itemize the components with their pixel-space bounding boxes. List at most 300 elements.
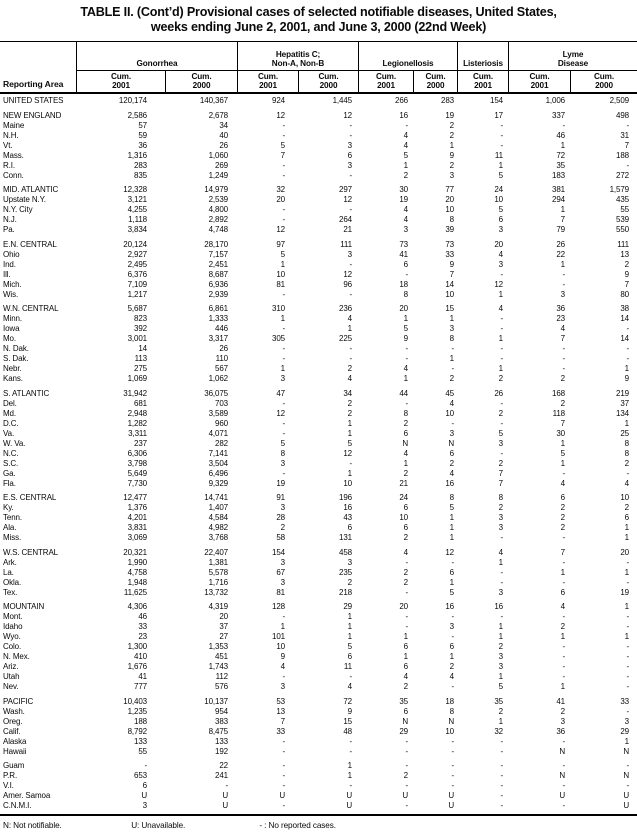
table-cell: -: [500, 746, 503, 756]
table-cell: -: [500, 533, 503, 543]
table-cell: 1: [449, 577, 454, 587]
table-cell: 120,174: [118, 96, 147, 106]
table-cell: -: [562, 801, 565, 811]
table-row: [0, 270, 637, 280]
table-row: [0, 588, 637, 598]
table-cell: 5: [498, 205, 503, 215]
table-row: [0, 205, 637, 215]
table-cell: 20: [620, 547, 629, 557]
table-cell: 5: [498, 682, 503, 692]
table-cell: 3: [624, 716, 629, 726]
table-cell: -: [500, 269, 503, 279]
row-label: N.J.: [3, 215, 17, 225]
table-cell: -: [349, 205, 352, 215]
table-cell: 6: [403, 523, 408, 533]
table-cell: -: [500, 354, 503, 364]
table-cell: 1,333: [208, 314, 228, 324]
row-label: Tenn.: [3, 513, 22, 523]
table-row: [0, 171, 637, 181]
table-cell: 34: [343, 388, 352, 398]
table-cell: 960: [215, 418, 228, 428]
table-cell: 39: [445, 225, 454, 235]
table-cell: 1: [624, 567, 629, 577]
table-cell: U: [222, 791, 228, 801]
table-cell: 4,758: [127, 567, 147, 577]
table-cell: 10: [445, 726, 454, 736]
table-cell: 5: [449, 503, 454, 513]
table-cell: -: [626, 612, 629, 622]
table-cell: 22: [219, 761, 228, 771]
table-cell: 10: [343, 478, 352, 488]
table-cell: 79: [556, 225, 565, 235]
table-cell: 6: [449, 642, 454, 652]
table-cell: 235: [339, 567, 352, 577]
table-cell: 3: [449, 170, 454, 180]
table-cell: 1: [449, 533, 454, 543]
table-cell: 1,407: [208, 503, 228, 513]
table-cell: 297: [339, 185, 352, 195]
table-cell: -: [282, 761, 285, 771]
table-cell: 1: [560, 140, 565, 150]
row-label: Colo.: [3, 642, 22, 652]
table-cell: 1: [560, 259, 565, 269]
table-cell: -: [282, 354, 285, 364]
table-cell: -: [500, 418, 503, 428]
table-cell: -: [562, 279, 565, 289]
table-cell: -: [282, 418, 285, 428]
table-cell: N: [623, 771, 629, 781]
table-cell: 20,321: [123, 547, 147, 557]
table-cell: 6: [403, 503, 408, 513]
table-cell: 681: [134, 398, 147, 408]
table-cell: 835: [134, 170, 147, 180]
table-cell: 2: [347, 408, 352, 418]
table-cell: 4: [498, 304, 503, 314]
table-row: [0, 632, 637, 642]
table-cell: 6: [624, 513, 629, 523]
table-cell: 1,060: [208, 150, 228, 160]
table-cell: 24: [399, 493, 408, 503]
row-label: S.C.: [3, 458, 19, 468]
table-cell: -: [349, 354, 352, 364]
table-row: [0, 280, 637, 290]
table-cell: -: [405, 398, 408, 408]
table-cell: 7,109: [127, 279, 147, 289]
table-row: [0, 334, 637, 344]
row-label: Md.: [3, 408, 16, 418]
table-cell: -: [349, 259, 352, 269]
table-row: [0, 131, 637, 141]
table-cell: 40: [219, 130, 228, 140]
row-label: Guam: [3, 761, 25, 771]
table-cell: 2: [449, 160, 454, 170]
table-cell: 1: [498, 557, 503, 567]
row-label: Mont.: [3, 612, 23, 622]
table-cell: 1,353: [208, 642, 228, 652]
table-cell: 3: [280, 557, 285, 567]
table-cell: 954: [215, 706, 228, 716]
table-cell: U: [623, 801, 629, 811]
table-cell: 1: [403, 632, 408, 642]
table-cell: 5,687: [127, 304, 147, 314]
table-cell: 446: [215, 324, 228, 334]
table-cell: 294: [552, 195, 565, 205]
table-cell: -: [282, 468, 285, 478]
table-cell: 1: [347, 622, 352, 632]
table-row: [0, 568, 637, 578]
table-cell: 14: [138, 344, 147, 354]
table-cell: 10: [445, 289, 454, 299]
table-cell: 3,317: [208, 334, 228, 344]
table-cell: -: [405, 781, 408, 791]
table-cell: 3,768: [208, 533, 228, 543]
table-cell: 1: [403, 314, 408, 324]
table-cell: 1: [449, 140, 454, 150]
table-cell: 2: [403, 577, 408, 587]
table-cell: 45: [445, 388, 454, 398]
table-cell: 57: [138, 120, 147, 130]
column-group-header: Hepatitis C; Non-A, Non-B: [237, 42, 358, 71]
table-cell: 36,075: [204, 388, 228, 398]
table-cell: 2: [403, 682, 408, 692]
row-label: Maine: [3, 120, 25, 130]
table-cell: 2,892: [208, 215, 228, 225]
table-cell: 451: [215, 652, 228, 662]
table-cell: -: [562, 652, 565, 662]
table-row: [0, 419, 637, 429]
table-cell: 10: [620, 493, 629, 503]
table-cell: 2,948: [127, 408, 147, 418]
table-cell: 188: [616, 150, 629, 160]
table-cell: 6: [347, 523, 352, 533]
table-cell: 38: [620, 304, 629, 314]
table-cell: -: [500, 344, 503, 354]
footnote-unavailable: U: Unavailable.: [131, 821, 186, 831]
table-cell: 30: [399, 185, 408, 195]
table-cell: 6: [142, 781, 147, 791]
row-label: Ga.: [3, 468, 16, 478]
table-cell: 22,407: [204, 547, 228, 557]
table-cell: 77: [445, 185, 454, 195]
row-label: NEW ENGLAND: [3, 110, 62, 120]
table-cell: U: [141, 791, 147, 801]
table-cell: -: [626, 761, 629, 771]
table-cell: 2: [560, 513, 565, 523]
table-cell: -: [562, 269, 565, 279]
table-cell: -: [282, 120, 285, 130]
table-cell: 15: [343, 716, 352, 726]
table-cell: 6,936: [208, 279, 228, 289]
table-cell: 31: [620, 130, 629, 140]
row-label: Vt.: [3, 140, 13, 150]
table-cell: 4: [347, 374, 352, 384]
table-cell: -: [562, 533, 565, 543]
table-cell: 36: [138, 140, 147, 150]
table-row: [0, 314, 637, 324]
table-cell: 1: [624, 632, 629, 642]
table-cell: 1,069: [127, 374, 147, 384]
table-cell: 823: [134, 314, 147, 324]
table-cell: 13: [620, 249, 629, 259]
table-cell: -: [626, 120, 629, 130]
table-cell: 1: [560, 632, 565, 642]
table-cell: 3,834: [127, 225, 147, 235]
table-cell: -: [405, 801, 408, 811]
table-cell: 12: [276, 408, 285, 418]
row-label: Calif.: [3, 726, 21, 736]
table-cell: 19: [620, 587, 629, 597]
table-cell: 1,118: [128, 215, 147, 225]
table-cell: 5: [347, 438, 352, 448]
table-cell: 20: [399, 602, 408, 612]
table-cell: 266: [395, 96, 408, 106]
table-cell: 237: [134, 438, 147, 448]
row-label: Pa.: [3, 225, 15, 235]
table-cell: 4: [449, 672, 454, 682]
row-label: Ind.: [3, 259, 16, 269]
table-cell: 1: [347, 428, 352, 438]
table-cell: 1: [624, 418, 629, 428]
table-cell: -: [282, 324, 285, 334]
table-cell: 4,319: [208, 602, 228, 612]
table-cell: 6: [347, 652, 352, 662]
table-cell: -: [349, 344, 352, 354]
table-cell: -: [626, 577, 629, 587]
table-cell: 5: [449, 587, 454, 597]
table-cell: -: [405, 344, 408, 354]
table-cell: -: [500, 736, 503, 746]
row-label: Alaska: [3, 736, 27, 746]
row-label: Hawaii: [3, 746, 27, 756]
table-cell: 3: [449, 324, 454, 334]
table-cell: 3: [347, 249, 352, 259]
column-group-header: Gonorrhea: [76, 42, 237, 71]
table-cell: 2: [347, 364, 352, 374]
table-cell: 1,376: [127, 503, 147, 513]
table-section: [0, 602, 637, 692]
table-cell: 111: [617, 239, 629, 249]
table-cell: -: [349, 736, 352, 746]
table-cell: 18: [445, 696, 454, 706]
table-cell: 8,792: [127, 726, 147, 736]
table-cell: 3,831: [127, 523, 147, 533]
table-cell: N: [448, 438, 454, 448]
table-cell: 12: [276, 110, 285, 120]
table-row: [0, 533, 637, 543]
table-row: [0, 260, 637, 270]
table-cell: 6,496: [208, 468, 228, 478]
table-row: [0, 185, 637, 195]
table-cell: 6: [403, 662, 408, 672]
table-row: [0, 215, 637, 225]
table-cell: 23: [556, 314, 565, 324]
row-label: P.R.: [3, 771, 18, 781]
table-cell: 96: [343, 279, 352, 289]
table-cell: 3: [280, 458, 285, 468]
table-cell: 6: [560, 493, 565, 503]
table-cell: 1: [449, 354, 454, 364]
table-cell: 1: [449, 652, 454, 662]
table-cell: -: [349, 120, 352, 130]
table-cell: 12: [276, 225, 285, 235]
table-row: [0, 801, 637, 811]
row-label: Mo.: [3, 334, 16, 344]
table-cell: -: [626, 344, 629, 354]
table-cell: 43: [343, 513, 352, 523]
row-label: R.I.: [3, 160, 15, 170]
column-subheader: Cum. 2001: [508, 71, 570, 92]
table-cell: 1,445: [332, 96, 352, 106]
table-cell: -: [562, 354, 565, 364]
table-cell: -: [405, 622, 408, 632]
table-cell: 1: [347, 761, 352, 771]
table-cell: 12: [343, 448, 352, 458]
table-row: [0, 439, 637, 449]
table-row: [0, 707, 637, 717]
table-row: [0, 96, 637, 106]
table-cell: -: [349, 781, 352, 791]
table-cell: 458: [339, 547, 352, 557]
row-label: V.I.: [3, 781, 14, 791]
table-cell: -: [282, 428, 285, 438]
table-cell: -: [144, 761, 147, 771]
table-cell: -: [500, 140, 503, 150]
table-cell: 20: [445, 195, 454, 205]
table-cell: 46: [556, 130, 565, 140]
table-cell: 8: [624, 438, 629, 448]
table-cell: 1,743: [208, 662, 228, 672]
row-label: S. Dak.: [3, 354, 29, 364]
table-cell: -: [500, 448, 503, 458]
table-cell: 32: [494, 726, 503, 736]
table-cell: 3: [560, 289, 565, 299]
table-row: [0, 523, 637, 533]
table-section: [0, 304, 637, 384]
table-cell: 567: [215, 364, 228, 374]
table-cell: -: [626, 468, 629, 478]
table-cell: 1: [403, 160, 408, 170]
table-cell: -: [500, 120, 503, 130]
table-cell: 12: [343, 195, 352, 205]
table-cell: 12,477: [123, 493, 147, 503]
table-cell: 4: [403, 205, 408, 215]
table-cell: -: [282, 160, 285, 170]
table-cell: 410: [134, 652, 147, 662]
table-cell: 225: [339, 334, 352, 344]
table-cell: -: [282, 398, 285, 408]
table-cell: 1,676: [127, 662, 147, 672]
table-cell: 4: [403, 547, 408, 557]
table-cell: 133: [134, 736, 147, 746]
table-cell: -: [282, 205, 285, 215]
table-cell: 16: [445, 478, 454, 488]
table-cell: 4: [347, 314, 352, 324]
table-cell: 10: [399, 513, 408, 523]
row-label: Wis.: [3, 289, 19, 299]
table-cell: -: [282, 289, 285, 299]
table-cell: 154: [272, 547, 285, 557]
table-cell: N: [623, 746, 629, 756]
table-cell: -: [562, 761, 565, 771]
table-cell: 113: [134, 354, 147, 364]
table-cell: 7: [498, 478, 503, 488]
table-cell: 110: [215, 354, 228, 364]
table-cell: -: [500, 567, 503, 577]
table-cell: 576: [215, 682, 228, 692]
table-title-line1: TABLE II. (Cont’d) Provisional cases of selected notifiable diseases, United States,: [80, 5, 557, 19]
table-row: [0, 791, 637, 801]
table-cell: -: [500, 324, 503, 334]
table-cell: U: [279, 791, 285, 801]
table-cell: 14: [620, 334, 629, 344]
row-label: E.S. CENTRAL: [3, 493, 57, 503]
table-cell: 1: [280, 314, 285, 324]
table-cell: 3,504: [208, 458, 228, 468]
table-cell: 31,942: [123, 388, 147, 398]
table-row: [0, 364, 637, 374]
footnote-no-reported-cases: - : No reported cases.: [259, 821, 336, 831]
row-label: Iowa: [3, 324, 20, 334]
table-cell: 8: [498, 493, 503, 503]
table-cell: 1,235: [127, 706, 147, 716]
table-cell: 1,381: [208, 557, 228, 567]
table-cell: 13: [276, 706, 285, 716]
table-cell: 6: [449, 448, 454, 458]
table-row: [0, 449, 637, 459]
row-label: Del.: [3, 398, 17, 408]
table-cell: 16: [399, 110, 408, 120]
table-cell: -: [451, 736, 454, 746]
row-label: Wash.: [3, 706, 25, 716]
table-cell: 4: [403, 448, 408, 458]
table-cell: 192: [215, 746, 228, 756]
table-cell: 22: [556, 249, 565, 259]
table-cell: -: [405, 269, 408, 279]
table-cell: 140,367: [199, 96, 228, 106]
table-cell: 8,687: [208, 269, 228, 279]
table-cell: 21: [399, 478, 408, 488]
table-cell: 1: [449, 513, 454, 523]
table-cell: 1: [560, 458, 565, 468]
table-cell: 1: [403, 374, 408, 384]
table-cell: 1: [280, 259, 285, 269]
table-cell: 14: [445, 279, 454, 289]
table-cell: 1: [624, 364, 629, 374]
table-cell: 2: [449, 374, 454, 384]
table-cell: -: [282, 672, 285, 682]
table-cell: 1,579: [609, 185, 629, 195]
table-cell: 5: [347, 642, 352, 652]
table-cell: 41: [138, 672, 147, 682]
table-cell: 2: [347, 577, 352, 587]
table-cell: 36: [556, 304, 565, 314]
table-cell: 6,306: [127, 448, 147, 458]
row-label: Idaho: [3, 622, 23, 632]
table-row: [0, 354, 637, 364]
table-cell: N: [448, 716, 454, 726]
table-cell: -: [562, 672, 565, 682]
table-cell: 2,451: [208, 259, 228, 269]
row-label: Mich.: [3, 279, 22, 289]
table-cell: -: [500, 612, 503, 622]
row-label: Tex.: [3, 587, 18, 597]
table-row: [0, 141, 637, 151]
table-cell: -: [349, 130, 352, 140]
table-cell: -: [626, 652, 629, 662]
table-cell: 34: [219, 120, 228, 130]
table-cell: 1,062: [208, 374, 228, 384]
column-subheader: Cum. 2000: [298, 71, 358, 92]
